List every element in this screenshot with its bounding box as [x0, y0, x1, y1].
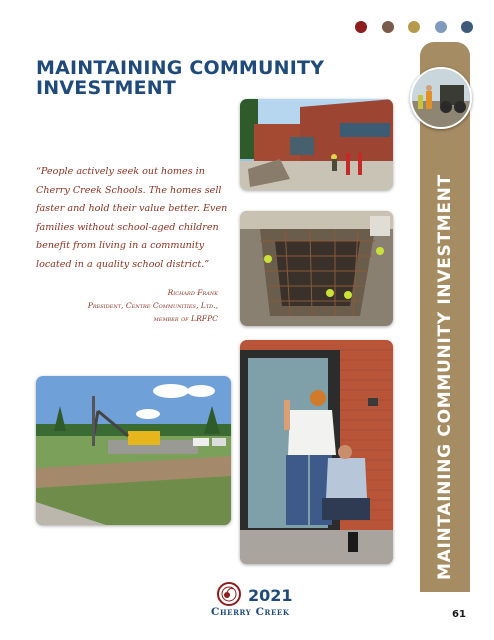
cherry-creek-logo	[214, 582, 244, 606]
red-dot	[355, 21, 367, 33]
quote-attribution	[88, 286, 218, 325]
pull-quote: “People actively seek out homes in Cherry Creek Schools. The homes sell faster and hold their value better. Even families without school-aged children benefit from living in a community located in a quality school district.”	[36, 166, 228, 270]
quote-author-affiliation: member of LRFPC	[153, 314, 218, 323]
footer-brand: Cherry Creek	[211, 606, 290, 618]
light-blue-dot	[435, 21, 447, 33]
navy-dot	[461, 21, 473, 33]
rebar-foundation-photo	[240, 211, 393, 326]
brown-dot	[382, 21, 394, 33]
door-installation-photo	[240, 340, 393, 564]
quote-author-role: President, Centre Communities, Ltd.,	[87, 301, 218, 310]
page-number: 61	[452, 609, 466, 620]
footer-year: 2021	[248, 586, 293, 605]
excavator-site-photo	[36, 376, 231, 525]
sidebar-title: MAINTAINING COMMUNITY INVESTMENT	[435, 174, 455, 580]
quote-author: Richard Frank	[167, 288, 218, 297]
school-exterior-photo	[240, 99, 393, 190]
color-dots	[355, 21, 477, 35]
gold-dot	[408, 21, 420, 33]
workers-machinery-circle-photo	[410, 67, 472, 129]
page-title: MAINTAINING COMMUNITY INVESTMENT	[36, 57, 325, 99]
